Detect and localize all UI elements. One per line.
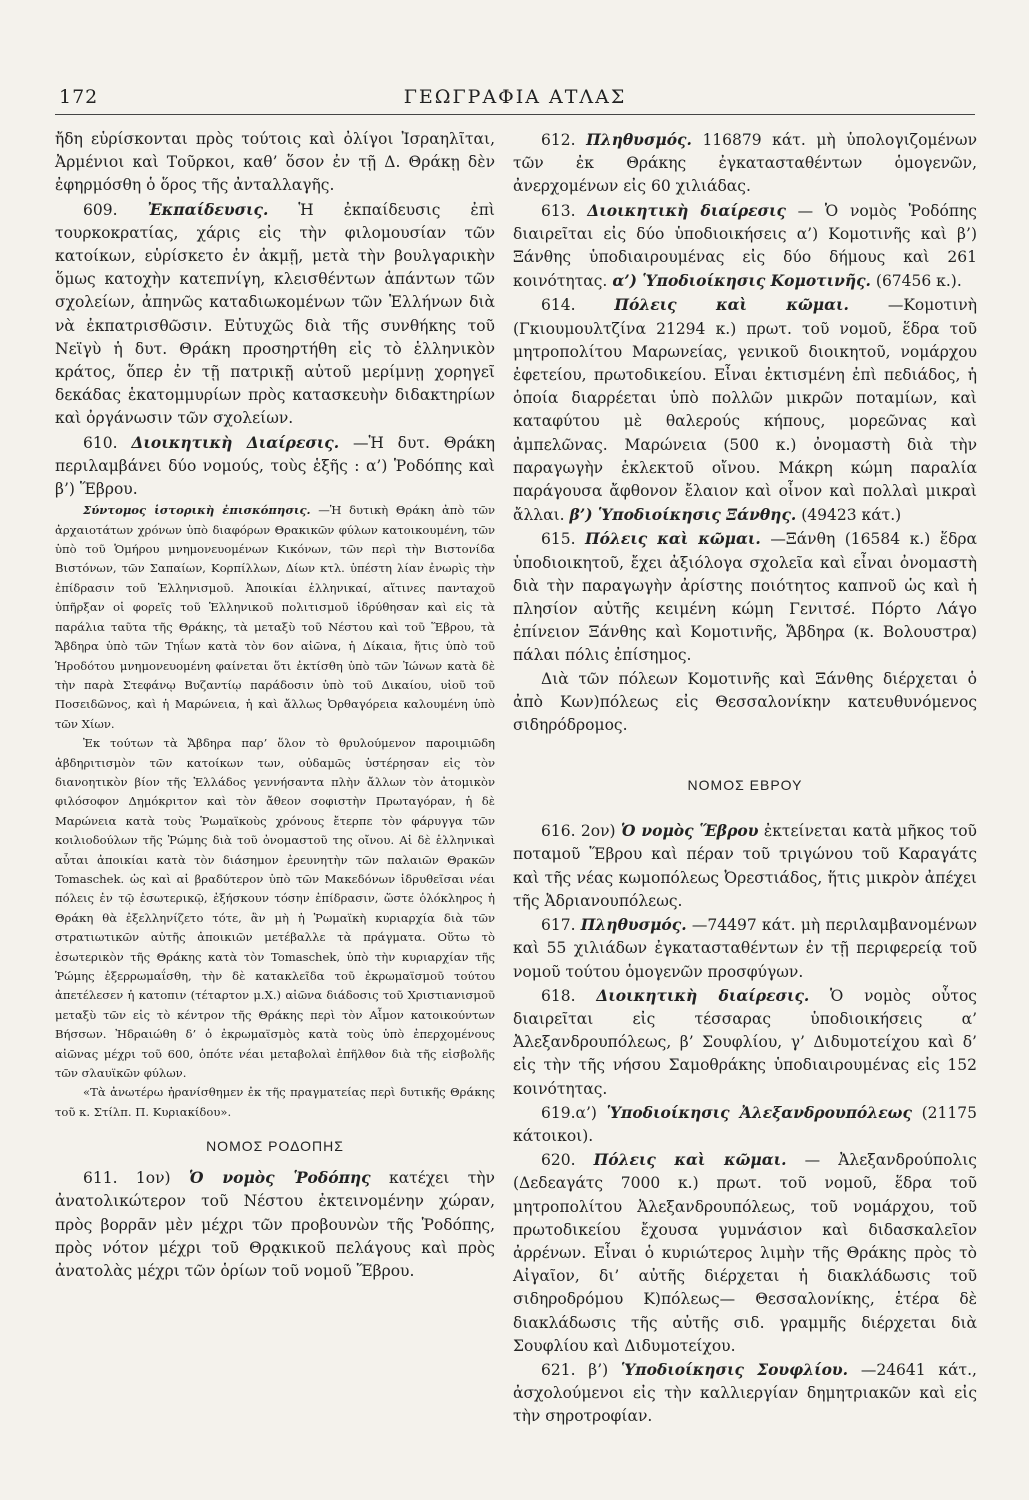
railway-paragraph: Διὰ τῶν πόλεων Κομοτινῆς καὶ Ξάνθης διέρχεται ὁ ἀπὸ Κων)πόλεως εἰς Θεσσαλονίκην κατευθυνόμενος σιδηρόδρομος.	[513, 669, 977, 735]
section-heading: Ὁ νομὸς Ἕβρου	[621, 821, 759, 841]
section-text: —Κομοτινὴ (Γκιουμουλτζίνα 21294 κ.) πρωτ. τοῦ νομοῦ, ἕδρα τοῦ μητροπολίτου Μαρωνείας, γενικοῦ διοικητοῦ, νομάρχου ἐφετείου, πρωτοδικείου. Εἶναι ἐκτισμένη ἐπὶ πεδιάδος, ἡ ὁποία διαρρέεται ὑπὸ πολλῶν μικρῶν ποταμίων, καὶ καταφύτου μὲ θαλερούς κήπους, μορεῶνας καὶ ἀμπελῶνας. Μαρώνεια (500 κ.) ὀνομαστὴ διὰ τὴν παραγωγὴν ἐκλεκτοῦ οἴνου. Μάκρη κώμη παραλία παράγουσα ἄφθονον ἔλαιον καὶ οἶνον καὶ πολλαὶ μικραὶ ἄλλαι.	[513, 296, 977, 525]
page-header	[55, 86, 975, 115]
nomos-rodopis-title: ΝΟΜΟΣ ΡΟΔΟΠΗΣ	[206, 1138, 344, 1155]
subdivision-population: (67456 κ.).	[875, 272, 962, 291]
right-column	[513, 128, 977, 1429]
section-number: 610.	[83, 433, 118, 452]
section-613	[513, 199, 977, 294]
section-number: 614.	[541, 296, 576, 315]
section-number: 621. β’)	[541, 1360, 609, 1379]
section-text: (21175 κάτοικοι).	[513, 1103, 977, 1145]
section-611	[55, 1166, 495, 1283]
section-number: 617.	[541, 916, 576, 935]
section-619	[513, 1101, 977, 1148]
left-column	[55, 128, 495, 1283]
section-number: 619.α’)	[541, 1103, 597, 1122]
subdivision-label: α’) Ὑποδιοίκησις Κομοτινῆς.	[612, 271, 871, 291]
section-number: 609.	[83, 200, 118, 219]
section-heading: Πόλεις καὶ κῶμαι.	[614, 295, 849, 315]
section-heading: Πληθυσμός.	[580, 915, 687, 935]
section-heading: Πληθυσμός.	[586, 130, 692, 149]
section-number: 620.	[541, 1151, 576, 1170]
section-text: —Ἡ δυτ. Θράκη περιλαμβάνει δύο νομούς, τοὺς ἑξῆς : α’) Ῥοδόπης καὶ β’) Ἕβρου.	[55, 433, 496, 499]
section-number: 611. 1ον)	[83, 1169, 171, 1188]
nomos-evrou-title: ΝΟΜΟΣ ΕΒΡΟΥ	[687, 777, 803, 794]
section-heading: Ὑποδιοίκησις Σουφλίου.	[620, 1359, 849, 1379]
section-615	[513, 527, 977, 667]
section-heading: Πόλεις καὶ κῶμαι.	[593, 1150, 787, 1170]
section-number: 615.	[541, 530, 576, 549]
section-heading: Διοικητικὴ Διαίρεσις.	[131, 432, 340, 452]
history-heading: Σύντομος ἱστορικὴ ἐπισκόπησις.	[83, 503, 311, 518]
section-heading: Ὑποδιοίκησις Ἀλεξανδρουπόλεως	[606, 1102, 912, 1122]
section-number: 613.	[541, 201, 576, 220]
section-text: —74497 κάτ. μὴ περιλαμβανομένων καὶ 55 χιλιάδων ἐγκατασταθέντων ἐν τῇ περιφερείᾳ τοῦ νομοῦ τούτου ὁμογενῶν προσφύγων.	[513, 916, 977, 981]
running-title: ΓΕΩΓΡΑΦΙΑ ΑΤΛΑΣ	[403, 86, 627, 108]
section-614	[513, 293, 977, 527]
section-text: — Ὁ νομὸς Ῥοδόπης διαιρεῖται εἰς δύο ὑποδιοικήσεις α’) Κομοτινῆς καὶ β’) Ξάνθης ὑποδιαιρουμένας εἰς δύο δήμους καὶ 261 κοινότητας.	[513, 201, 977, 291]
intro-paragraph: ἤδη εὑρίσκονται πρὸς τούτοις καὶ ὀλίγοι Ἰσραηλῖται, Ἀρμένιοι καὶ Τοῦρκοι, καθ’ ὅσον ἐν τῇ Δ. Θράκῃ δὲν ἐφηρμόσθη ὁ ὅρος τῆς ἀνταλλαγῆς.	[55, 130, 495, 195]
section-number: 616. 2ον)	[541, 822, 616, 841]
section-number: 618.	[541, 986, 576, 1005]
page-number: 172	[59, 86, 99, 108]
section-text: — Ἀλεξανδρούπολις (Δεδεαγάτς 7000 κ.) πρωτ. τοῦ νομοῦ, ἕδρα τοῦ μητροπολίτου Ἀλεξανδρουπόλεως, τοῦ νομάρχου, τοῦ πρωτοδικείου ἔχουσα γυμνάσιον καὶ διδασκαλεῖον ἀρρένων. Εἶναι ὁ κυριώτερος λιμὴν τῆς Θράκης πρὸς τὸ Αἰγαῖον, δι’ αὐτῆς διέρχεται ἡ διακλάδωσις τοῦ σιδηροδρόμου Κ)πόλεως— Θεσσαλονίκης, ἑτέρα δὲ διακλάδωσις τῆς αὐτῆς σιδ. γραμμῆς διέρχεται διὰ Σουφλίου καὶ Διδυμοτείχου.	[513, 1151, 977, 1355]
section-618	[513, 984, 977, 1101]
section-heading: Διοικητικὴ διαίρεσις.	[596, 985, 810, 1005]
section-heading: Πόλεις καὶ κῶμαι.	[585, 529, 761, 549]
section-621	[513, 1358, 977, 1429]
subdivision-population: (49423 κάτ.)	[801, 506, 902, 525]
section-616	[513, 819, 977, 913]
section-text: —24641 κάτ., ἀσχολούμενοι εἰς τὴν καλλιεργίαν δημητριακῶν καὶ εἰς τὴν σηροτροφίαν.	[513, 1360, 977, 1426]
section-610	[55, 431, 495, 502]
section-text: —Ξάνθη (16584 κ.) ἕδρα ὑποδιοικητοῦ, ἔχει ἀξιόλογα σχολεῖα καὶ εἶναι ὀνομαστὴ διὰ τὴν παραγωγὴν ἀρίστης ποιότητος καπνοῦ ὡς καὶ ἡ πλησίον αὐτῆς κειμένη κώμη Γενιτσέ. Πόρτο Λάγο ἐπίνειον Ξάνθης καὶ Κομοτινῆς, Ἄβδηρα (κ. Βολουστρα) πάλαι πόλις ἐπίσημος.	[513, 530, 977, 665]
history-paragraph-1	[55, 501, 495, 734]
section-620	[513, 1148, 977, 1358]
section-612	[513, 128, 977, 199]
section-heading: Ὁ νομὸς Ῥοδόπης	[189, 1168, 371, 1188]
history-text: —Ἡ δυτικὴ Θράκη ἀπὸ τῶν ἀρχαιοτάτων χρόνων ὑπὸ διαφόρων Θρακικῶν φύλων κατοικουμένη, τῶν ὑπὸ τοῦ Ὁμήρου μνημονευομένων Κικόνων, τῶν περὶ τὴν Βιστονίδα Βιστόνων, τῶν Σαπαίων, Κορπίλλων, Δίων κτλ. ὑπέστη λίαν ἐνωρὶς τὴν ἐπίδρασιν τοῦ Ἑλληνισμοῦ. Ἀποικίαι ἑλληνικαί, αἵτινες πανταχοῦ ὑπῆρξαν οἱ φορεῖς τοῦ Ἑλληνικοῦ πολιτισμοῦ ἱδρύθησαν καὶ εἰς τὰ παράλια ταῦτα τῆς Θράκης, τὰ μεταξὺ τοῦ Νέστου καὶ τοῦ Ἕβρου, τὰ Ἄβδηρα ὑπὸ τῶν Τηΐων κατὰ τὸν 6ον αἰῶνα, ἡ Δίκαια, ἥτις ὑπὸ τοῦ Ἡροδότου μνημονευομένη φαίνεται ὅτι ἐκτίσθη ὑπὸ τῶν Ἰώνων κατὰ δὲ τὴν παρὰ Στεφάνῳ Βυζαντίῳ παράδοσιν ὑπὸ τοῦ Δικαίου, υἱοῦ τοῦ Ποσειδῶνος, καὶ ἡ Μαρώνεια, ἡ καὶ ἄλλως Ὀρθαγόρεια καλουμένη ὑπὸ τῶν Χίων.	[55, 503, 495, 731]
section-text: 116879 κάτ. μὴ ὑπολογιζομένων τῶν ἐκ Θράκης ἐγκατασταθέντων ὁμογενῶν, ἀνερχομένων εἰς 60 χιλιάδας.	[513, 131, 977, 196]
subdivision-label: β’) Ὑποδιοίκησις Ξάνθης.	[569, 505, 797, 525]
section-text: Ἡ ἐκπαίδευσις ἐπὶ τουρκοκρατίας, χάρις εἰς τὴν φιλομουσίαν τῶν κατοίκων, εὑρίσκετο ἐν ἀκμῇ, μετὰ τὴν βουλγαρικὴν ὅμως κατοχὴν κατεπνίγη, κλεισθέντων ἁπάντων τῶν σχολείων, ἀπηνῶς καταδιωκομένων τῶν Ἑλλήνων διὰ νὰ ἐκπατρισθῶσιν. Εὐτυχῶς διὰ τῆς συνθήκης τοῦ Νεϊγὺ ἡ δυτ. Θράκη προσηρτήθη εἰς τὸ ἑλληνικὸν κράτος, ὅπερ ἐν τῇ πατρικῇ αὐτοῦ μερίμνῃ χορηγεῖ δεκάδας ἑκατομμυρίων πρὸς κατασκευὴν διδακτηρίων καὶ ὀργάνωσιν τῶν σχολείων.	[55, 200, 495, 428]
history-paragraph-2: Ἐκ τούτων τὰ Ἄβδηρα παρ’ ὅλον τὸ θρυλούμενον παροιμιῶδη ἀβδηριτισμὸν τῶν κατοίκων των, οὐδαμῶς ὑστέρησαν εἰς τὸν διανοητικὸν βίον τῆς Ἑλλάδος γεννήσαντα πλὴν ἄλλων τὸν ἀτομικὸν φιλόσοφον Δημόκριτον καὶ τὸν ἄθεον σοφιστὴν Πρωταγόραν, ἡ δὲ Μαρώνεια κατὰ τοὺς Ῥωμαϊκοὺς χρόνους ἔτερπε τὸν φάρυγγα τῶν κοιλιοδούλων τῆς Ῥώμης διὰ τοῦ ὀνομαστοῦ της οἴνου. Αἱ δὲ ἑλληνικαὶ αὗται ἀποικίαι κατὰ τὸν διάσημον ἐρευνητὴν τῶν παλαιῶν Θρακῶν Tomaschek. ὡς καὶ αἱ βραδύτερον ὑπὸ τῶν Μακεδόνων ἱδρυθεῖσαι νέαι πόλεις ἐν τῷ ἐσωτερικῷ, ἐξήσκουν τόσην ἐπίδρασιν, ὥστε ὁλόκληρος ἡ Θράκη θὰ ἐξελληνίζετο τότε, ἂν μὴ ἡ Ῥωμαϊκὴ κυριαρχία διὰ τῶν στρατιωτικῶν αὐτῆς ἀποικιῶν μετέβαλλε τὰ πράγματα. Οὕτω τὸ ἐσωτερικὸν τῆς Θράκης κατὰ τὸν Tomaschek, ὑπὸ τὴν κυριαρχίαν τῆς Ῥώμης ἐξερρωμαΐσθη, τὴν δὲ κατακλεῖδα τοῦ ἐκρωμαϊσμοῦ τούτου ἀπετέλεσεν ἡ κατοπιν (τέταρτον μ.Χ.) αἰῶνα διάδοσις τοῦ Χριστιανισμοῦ μεταξὺ τῶν εἰς τὸ κέντρον τῆς Θράκης περὶ τὸν Αἶμον κατοικούντων Βήσσων. Ἠδραιώθη δ’ ὁ ἐκρωμαϊσμὸς κατὰ τοὺς ὑπὸ ἐπερχομένους αἰῶνας μέχρι τοῦ 600, ὁπότε νέαι μεταβολαὶ ἐπῆλθον διὰ τῆς εἰσβολῆς τῶν σλαυϊκῶν φύλων.	[55, 736, 495, 1081]
section-text: ἐκτείνεται κατὰ μῆκος τοῦ ποταμοῦ Ἕβρου καὶ πέραν τοῦ τριγώνου τοῦ Καραγάτς καὶ τῆς νέας κωμοπόλεως Ὀρεστιάδος, ἥτις μικρὸν ἀπέχει τῆς Ἀδριανουπόλεως.	[513, 822, 977, 910]
section-heading: Διοικητικὴ διαίρεσις	[587, 200, 786, 220]
section-heading: Ἐκπαίδευσις.	[147, 199, 269, 219]
history-quote: «Τὰ ἀνωτέρω ἠρανίσθημεν ἐκ τῆς πραγματείας περὶ δυτικῆς Θράκης τοῦ κ. Στίλπ. Π. Κυριακίδου».	[55, 1085, 495, 1119]
section-609	[55, 198, 495, 431]
section-text: Ὁ νομὸς οὗτος διαιρεῖται εἰς τέσσαρας ὑποδιοικήσεις α’ Ἀλεξανδρουπόλεως, β’ Σουφλίου, γ’ Διδυμοτείχου καὶ δ’ εἰς τὴν τῆς νήσου Σαμοθράκης ὑποδιαιρουμένας εἰς 152 κοινότητας.	[513, 986, 977, 1098]
section-number: 612.	[541, 131, 576, 149]
section-617	[513, 913, 977, 984]
section-text: κατέχει τὴν ἀνατολικώτερον τοῦ Νέστου ἐκτεινομένην χώραν, πρὸς βορρᾶν μὲν μέχρι τῶν προβουνὼν τῆς Ῥοδόπης, πρὸς νότον μέχρι τοῦ Θρᾳκικοῦ πελάγους καὶ πρὸς ἀνατολὰς μέχρι τῶν ὁρίων τοῦ νομοῦ Ἕβρου.	[55, 1169, 495, 1281]
